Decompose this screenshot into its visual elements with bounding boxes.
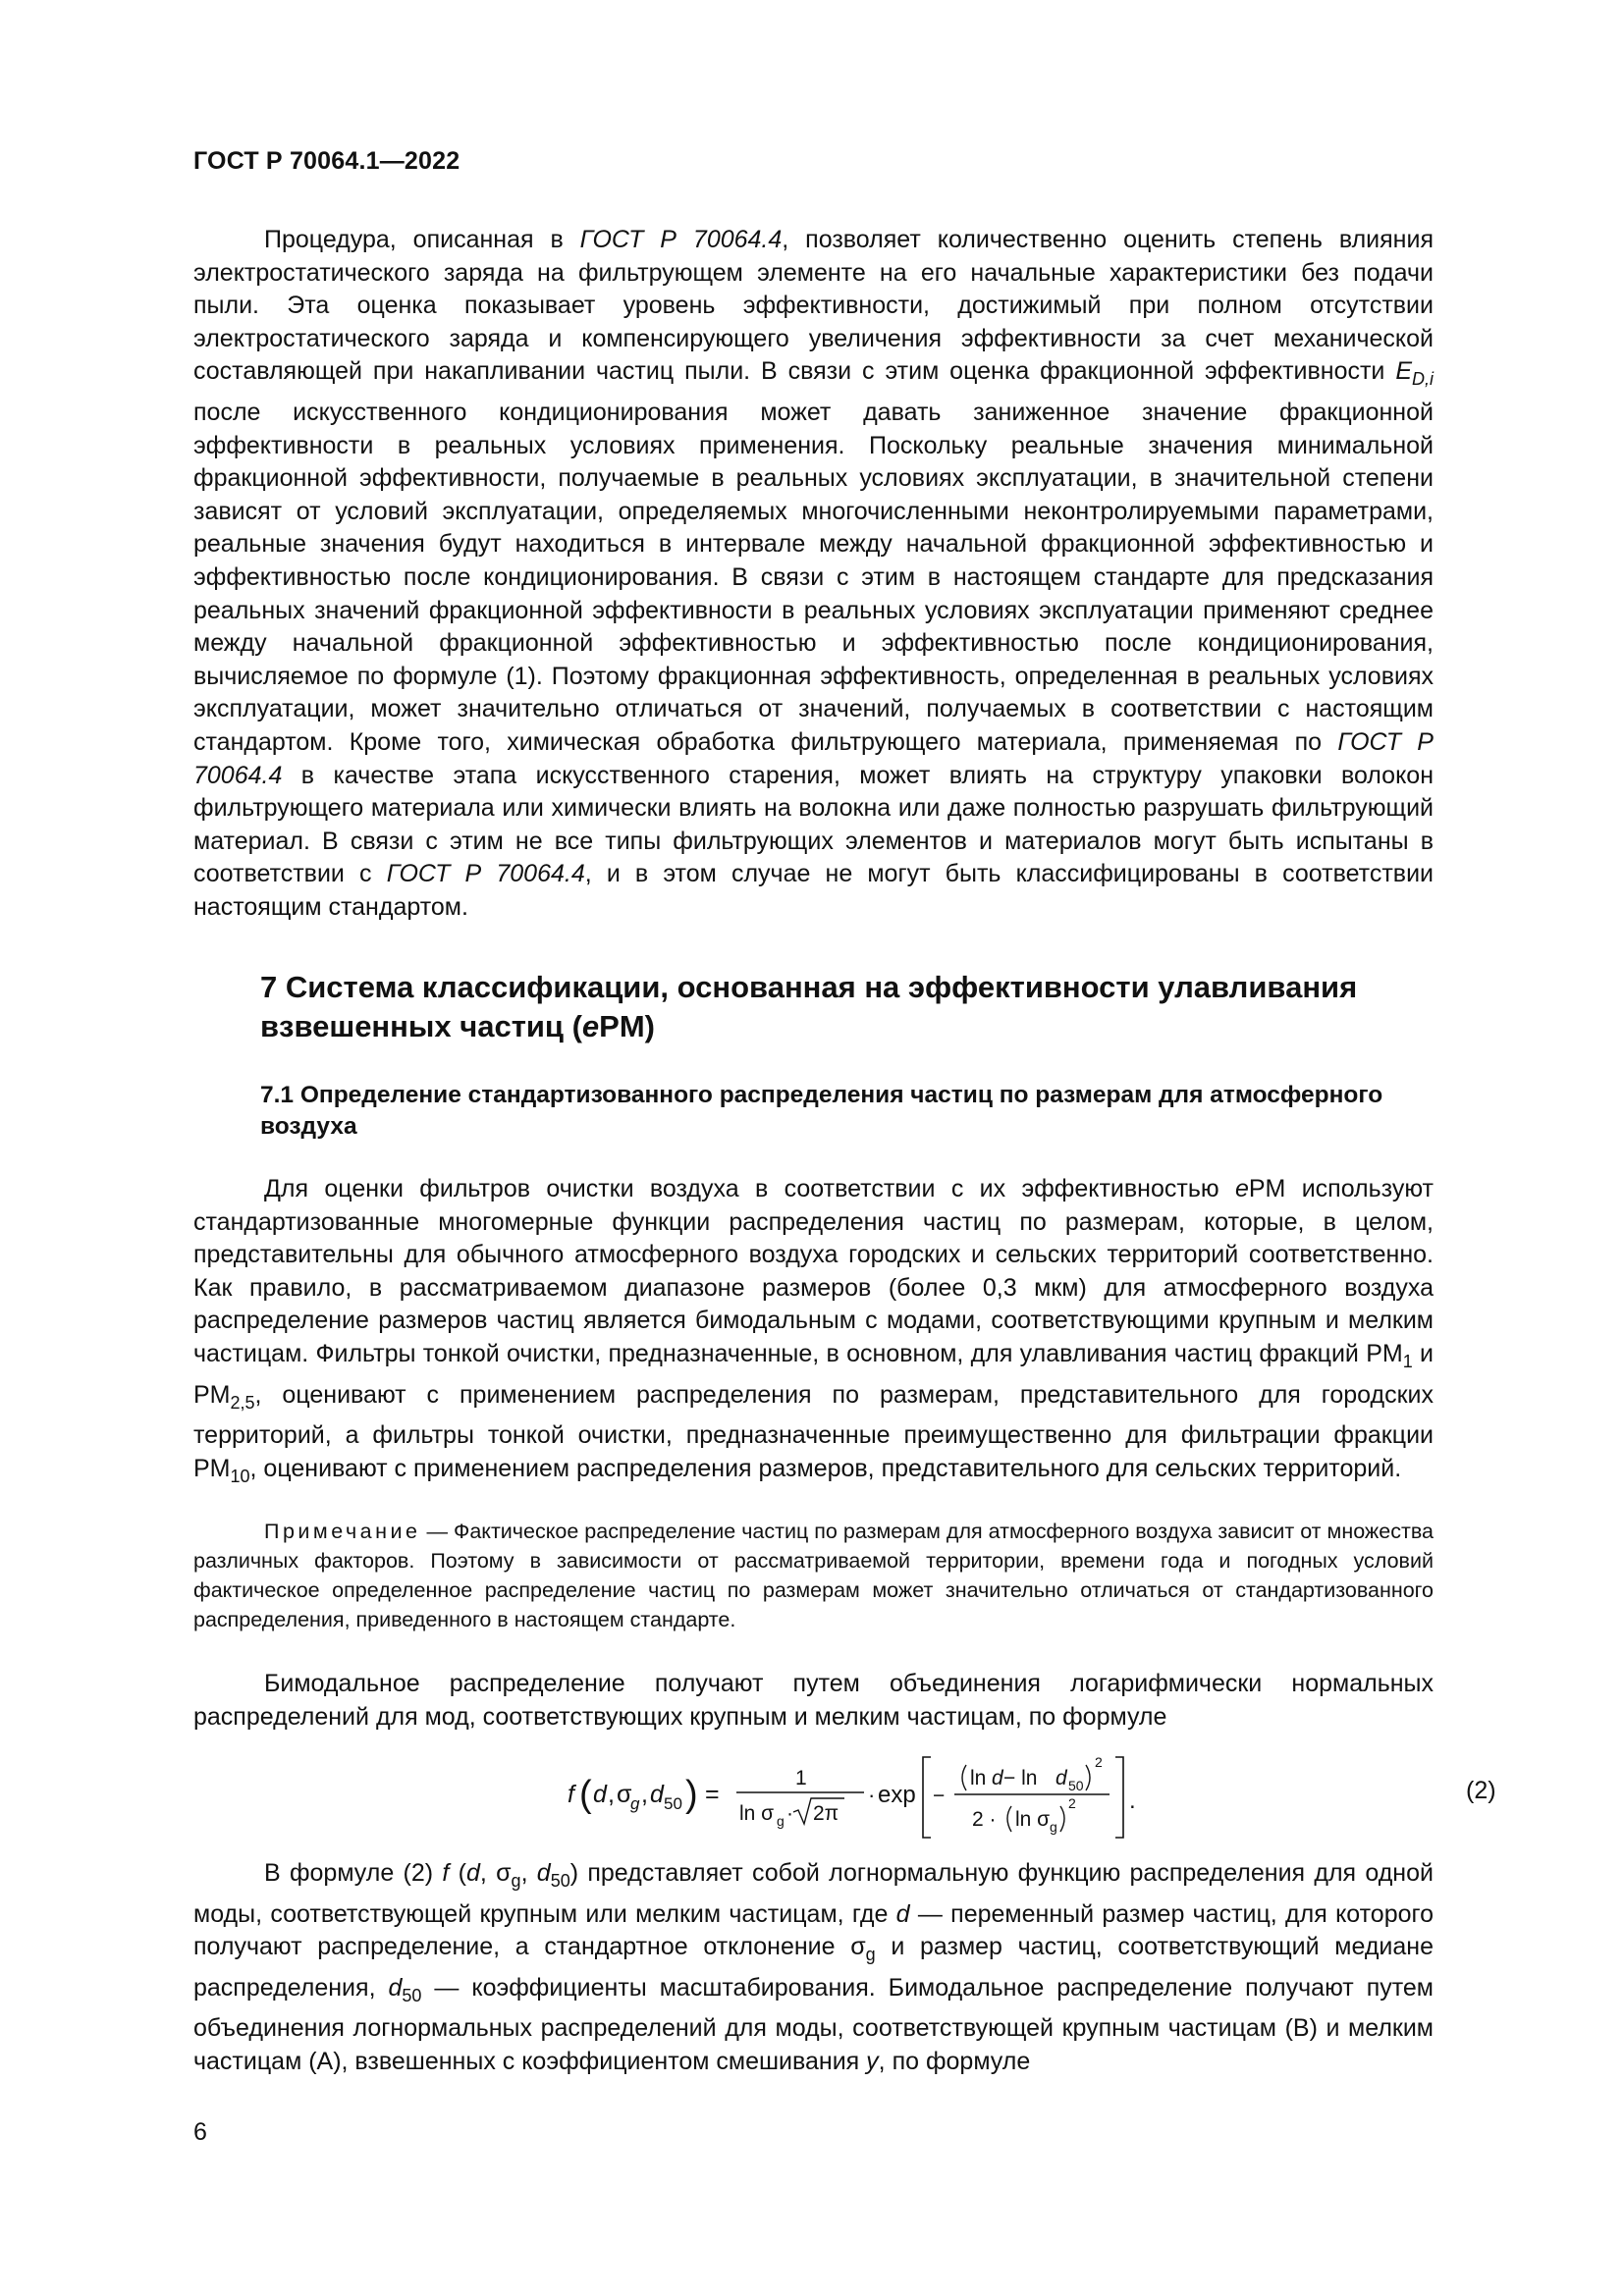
- equation-number: (2): [1466, 1777, 1496, 1804]
- formula-2: [560, 1745, 1168, 1843]
- note-label: Примечание: [264, 1520, 421, 1543]
- standard-reference: ГОСТ Р 70064.4: [579, 226, 783, 253]
- svg-text:2: 2: [1068, 1795, 1076, 1811]
- svg-text:exp: exp: [878, 1782, 916, 1808]
- standard-reference: ГОСТ Р 70064.4: [193, 727, 1434, 789]
- svg-text:g: g: [1050, 1819, 1057, 1835]
- svg-text:σ: σ: [617, 1781, 632, 1808]
- standard-reference: ГОСТ Р 70064.4: [386, 860, 585, 888]
- svg-text:d: d: [650, 1781, 664, 1808]
- svg-text:2π: 2π: [813, 1802, 839, 1825]
- svg-text:·: ·: [786, 1802, 793, 1825]
- svg-text:ln σ: ln σ: [1015, 1808, 1051, 1831]
- page-number: 6: [193, 2118, 207, 2146]
- svg-text:d: d: [992, 1767, 1003, 1789]
- paragraph-formula-explanation: В формуле (2) f (d, $\sigma_g$, $d_{50}$) представляет собой логнормальную функцию распределения для одной моды, соответствующей крупным или мелким частицам, где d — переменный размер частиц, для которого получают распределение, а стандартное отклонение $\sigma_g$ и размер частиц, соответствующий медиане распределения, $d_{50}$ — коэффициенты масштабирования. Бимодальное распределение получают путем объединения логнормальных распределений для моды, соответствующей крупным частицам (B) и мелким частицам (A), взвешенных с коэффициентом смешивания y, по формуле: [193, 1859, 1434, 2075]
- document-id: ГОСТ Р 70064.1—2022: [193, 147, 460, 175]
- svg-text:1: 1: [795, 1767, 807, 1789]
- svg-text:=: =: [705, 1781, 720, 1808]
- svg-text:.: .: [1129, 1788, 1136, 1814]
- svg-text:−: −: [933, 1785, 946, 1807]
- paragraph-procedure: Процедура, описанная в ГОСТ Р 70064.4, позволяет количественно оценить степень влияния электростатического заряда на фильтрующем элементе на его начальные характеристики без подачи пыли. Эта оценка показывает уровень эффективности, достижимый при полном отсутствии электростатического заряда и компенсирующего увеличения эффективности за счет механической составляющей при накапливании частиц пыли. В связи с этим оценка фракционной эффективности $E_{D,i}$ после искусственного кондиционирования может давать заниженное значение фракционной эффективности в реальных условиях применения. Поскольку реальные значения минимальной фракционной эффективности, получаемые в реальных условиях эксплуатации, в значительной степени зависят от условий эксплуатации, определяемых многочисленными неконтролируемыми параметрами, реальные значения будут находиться в интервале между начальной фракционной эффективностью и эффективностью после кондиционирования. В связи с этим в настоящем стандарте для предсказания реальных значений фракционной эффективности в реальных условиях эксплуатации применяют среднее между начальной фракционной эффективностью и эффективностью после кондиционирования, вычисляемое по формуле (1). Поэтому фракционная эффективность, определенная в реальных условиях эксплуатации, может значительно отличаться от значений, получаемых в соответствии с настоящим стандартом. Кроме того, химическая обработка фильтрующего материала, применяемая по ГОСТ Р 70064.4 в качестве этапа искусственного старения, может влиять на структуру упаковки волокон фильтрующего материала или химически влиять на волокна или даже полностью разрушать фильтрующий материал. В связи с этим не все типы фильтрующих элементов и материалов могут быть испытаны в соответствии с ГОСТ Р 70064.4, и в этом случае не могут быть классифицированы в соответствии настоящим стандартом.: [193, 226, 1435, 921]
- svg-text:50: 50: [1068, 1778, 1084, 1793]
- svg-text:(: (: [579, 1774, 592, 1815]
- paragraph-bimodal: Бимодальное распределение получают путем объединения логарифмически нормальных распределений для мод, соответствующих крупным и мелким частицам, по формуле: [193, 1670, 1434, 1731]
- svg-text:·: ·: [868, 1783, 876, 1807]
- note: Примечание — Фактическое распределение частиц по размерам для атмосферного воздуха зависит от множества различных факторов. Поэтому в зависимости от рассматриваемой территории, времени года и погодных условий фактическое определенное распределение частиц по размерам может значительно отличаться от стандартизованного распределения, приведенного в настоящем стандарте.: [193, 1520, 1434, 1631]
- svg-text:2 ·: 2 ·: [972, 1808, 997, 1831]
- svg-text:d: d: [593, 1781, 607, 1808]
- svg-text:− ln: − ln: [1003, 1767, 1038, 1789]
- svg-text:2: 2: [1095, 1754, 1103, 1770]
- svg-text:d: d: [1056, 1767, 1067, 1789]
- svg-text:g: g: [630, 1794, 640, 1813]
- paragraph-distribution: Для оценки фильтров очистки воздуха в соответствии с их эффективностью ePM используют стандартизованные многомерные функции распределения частиц по размерам, которые, в целом, представительны для обычного атмосферного воздуха городских и сельских территорий соответственно. Как правило, в рассматриваемом диапазоне размеров (более 0,3 мкм) для атмосферного воздуха распределение размеров частиц является бимодальным с модами, соответствующими крупным и мелким частицам. Фильтры тонкой очистки, предназначенные, в основном, для улавливания частиц фракций $PM_1$ и $PM_{2,5}$, оценивают с применением распределения по размерам, представительного для городских территорий, а фильтры тонкой очистки, предназначенные преимущественно для фильтрации фракции $PM_{10}$, оценивают с применением распределения размеров, представительного для сельских территорий.: [193, 1175, 1434, 1486]
- svg-text:): ): [685, 1774, 698, 1815]
- svg-text:f: f: [568, 1781, 574, 1808]
- svg-text:ln σ: ln σ: [739, 1802, 775, 1825]
- svg-text:,: ,: [641, 1781, 648, 1808]
- svg-text:ln: ln: [970, 1767, 987, 1789]
- section-7-1-heading: 7.1 Определение стандартизованного распределения частиц по размерам для атмосферного воздуха: [260, 1082, 1383, 1140]
- section-7-heading: 7 Система классификации, основанная на эффективности улавливания взвешенных частиц (ePM): [260, 970, 1358, 1043]
- svg-text:,: ,: [608, 1781, 615, 1808]
- svg-text:g: g: [777, 1813, 785, 1829]
- svg-text:50: 50: [664, 1794, 682, 1813]
